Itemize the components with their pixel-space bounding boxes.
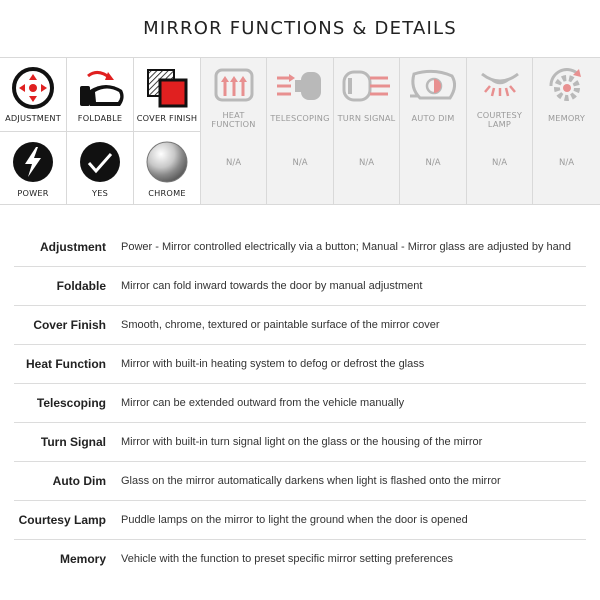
definition-term: Heat Function xyxy=(26,357,106,371)
checkmark-icon xyxy=(78,140,122,184)
definition-row xyxy=(14,228,586,267)
definition-row xyxy=(14,345,586,384)
definition-desc: Mirror can be extended outward from the vehicle manually xyxy=(121,397,405,409)
feature-cover-finish xyxy=(134,58,201,131)
feature-label: ADJUSTMENT xyxy=(5,113,61,123)
na-label: N/A xyxy=(358,158,375,168)
na-label: N/A xyxy=(425,158,441,168)
feature-adjustment xyxy=(0,58,67,131)
cover-finish-icon xyxy=(144,66,190,110)
feature-courtesy-lamp xyxy=(467,58,533,204)
turn-signal-icon xyxy=(340,66,394,106)
feature-label: HEAT FUNCTION xyxy=(211,110,256,129)
value-label: YES xyxy=(92,188,108,198)
feature-label: MEMORY xyxy=(547,113,586,123)
na-label: N/A xyxy=(292,158,308,168)
definition-term: Foldable xyxy=(56,279,106,293)
definition-desc: Smooth, chrome, textured or paintable surface of the mirror cover xyxy=(121,319,440,331)
feature-label: AUTO DIM xyxy=(411,113,455,123)
foldable-mirror-icon xyxy=(72,66,128,110)
feature-label: COVER FINISH xyxy=(136,113,198,123)
adjustment-icon xyxy=(11,66,55,110)
feature-foldable xyxy=(67,58,134,131)
definition-desc: Mirror can fold inward towards the door by manual adjustment xyxy=(121,280,423,292)
definition-desc: Mirror with built-in heating system to defog or defrost the glass xyxy=(121,358,425,370)
definition-term: Cover Finish xyxy=(33,318,106,332)
value-chrome xyxy=(134,131,201,204)
feature-label: TURN SIGNAL xyxy=(337,113,396,123)
na-label: N/A xyxy=(558,158,575,168)
definition-row xyxy=(14,540,586,578)
courtesy-lamp-icon xyxy=(476,66,524,106)
definitions-list xyxy=(14,228,586,578)
definition-row xyxy=(14,384,586,423)
value-power xyxy=(0,131,67,204)
definition-term: Auto Dim xyxy=(52,474,106,488)
feature-telescoping xyxy=(267,58,334,204)
definition-term: Courtesy Lamp xyxy=(18,513,106,527)
definition-row xyxy=(14,462,586,501)
na-label: N/A xyxy=(491,158,508,168)
value-yes xyxy=(67,131,134,204)
definition-desc: Vehicle with the function to preset specific mirror setting preferences xyxy=(121,553,453,565)
definition-term: Turn Signal xyxy=(40,435,106,449)
memory-icon xyxy=(545,66,589,106)
chrome-sphere-icon xyxy=(145,140,189,184)
na-label: N/A xyxy=(225,158,242,168)
feature-turn-signal xyxy=(334,58,400,204)
feature-heat-function xyxy=(201,58,267,204)
feature-auto-dim xyxy=(400,58,467,204)
definition-term: Adjustment xyxy=(40,240,106,254)
page-title: MIRROR FUNCTIONS & DETAILS xyxy=(143,18,457,39)
heat-function-icon xyxy=(212,66,256,106)
value-label: CHROME xyxy=(148,188,186,198)
definition-desc: Puddle lamps on the mirror to light the ground when the door is opened xyxy=(121,514,468,526)
value-label: POWER xyxy=(17,188,49,198)
lightning-icon xyxy=(11,140,55,184)
feature-label: TELESCOPING xyxy=(270,113,330,123)
feature-label: FOLDABLE xyxy=(77,113,123,123)
definition-desc: Glass on the mirror automatically darkens when light is flashed onto the mirror xyxy=(121,475,501,487)
definition-term: Memory xyxy=(59,552,106,566)
feature-grid xyxy=(0,57,600,205)
feature-label: COURTESY LAMP xyxy=(476,110,523,129)
definition-row xyxy=(14,267,586,306)
telescoping-icon xyxy=(273,66,327,106)
definition-term: Telescoping xyxy=(36,396,106,410)
definition-row xyxy=(14,501,586,540)
definition-row xyxy=(14,306,586,345)
feature-memory xyxy=(533,58,600,204)
definition-row xyxy=(14,423,586,462)
auto-dim-icon xyxy=(406,66,460,106)
definition-desc: Mirror with built-in turn signal light on the glass or the housing of the mirror xyxy=(121,436,483,448)
definition-desc: Power - Mirror controlled electrically via a button; Manual - Mirror glass are adjusted by hand xyxy=(121,241,571,253)
